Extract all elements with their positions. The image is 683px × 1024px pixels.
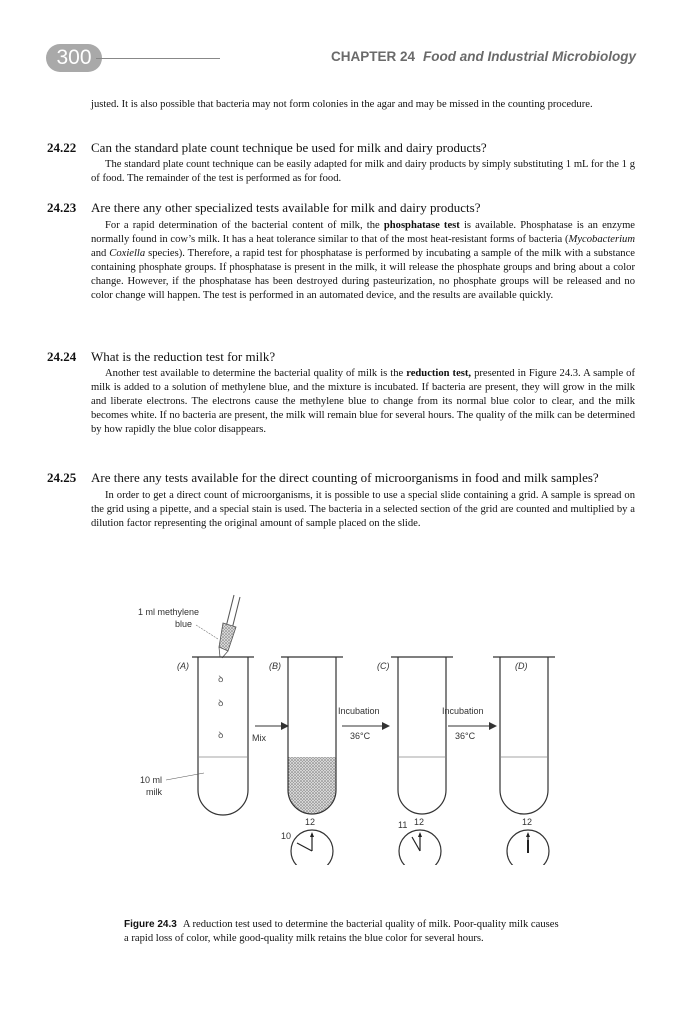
label-milk-line1: 10 ml bbox=[140, 775, 163, 785]
label-methylene-blue-line2: blue bbox=[175, 619, 193, 629]
figure-reduction-test bbox=[0, 585, 683, 865]
pipette-icon bbox=[219, 595, 240, 658]
answer-paragraph: In order to get a direct count of microorganisms, it is possible to use a special slide containing a grid. A sample is spread on the grid using a pipette, and a special stain is used. The bacteria in a selected section of the grid are counted and multiplied by a dilution factor representing the original amount of sample placed on the slide. bbox=[91, 490, 635, 529]
arrow-incubation-2 bbox=[448, 722, 497, 730]
tube-c-label: (C) bbox=[377, 661, 390, 671]
question-text: Are there any other specialized tests available for milk and dairy products? bbox=[91, 200, 481, 215]
clock-icon bbox=[291, 830, 333, 865]
svg-text:ꝺ: ꝺ bbox=[218, 730, 224, 740]
question-text: Are there any tests available for the direct counting of microorganisms in food and milk samples? bbox=[91, 470, 599, 485]
clock2-eleven: 11 bbox=[398, 820, 408, 830]
page-header bbox=[46, 44, 642, 74]
term-reduction-test: reduction test, bbox=[406, 368, 472, 379]
question-text: Can the standard plate count technique be used for milk and dairy products? bbox=[91, 140, 487, 155]
answer-paragraph: Another test available to determine the bacterial quality of milk is the reduction test, presented in Figure 24.3. A sample of milk is added to a solution of methylene blue, and the mixture is incubated. If bacteria are present, they will grow in the milk and liberate electrons. The electrons cause the methylene blue to change from its normal blue color to clear, and the milk becomes white. If no bacteria are present, the milk will remain blue for several hours. The quality of the milk can be determined by how rapidly the blue color disappears. bbox=[91, 368, 635, 435]
continuation-paragraph: justed. It is also possible that bacteria may not form colonies in the agar and may be missed in the counting procedure. bbox=[91, 99, 593, 110]
chapter-title: Food and Industrial Microbiology bbox=[423, 49, 636, 64]
arrow-incubation-1-temp: 36°C bbox=[350, 731, 371, 741]
term-phosphatase-test: phosphatase test bbox=[383, 220, 460, 231]
question-number: 24.24 bbox=[47, 349, 77, 364]
tube-d-label: (D) bbox=[515, 661, 528, 671]
tube-d bbox=[493, 657, 555, 814]
tube-a-label: (A) bbox=[177, 661, 189, 671]
genus-name: Coxiella bbox=[109, 248, 146, 259]
clock-icon bbox=[507, 830, 549, 865]
tube-a bbox=[192, 657, 254, 815]
figure-label: Figure 24.3 bbox=[124, 919, 177, 930]
clock1-twelve: 12 bbox=[305, 817, 316, 827]
tube-b-label: (B) bbox=[269, 661, 281, 671]
figure-caption bbox=[124, 918, 564, 946]
question-number: 24.25 bbox=[47, 470, 77, 485]
chapter-heading bbox=[331, 49, 636, 64]
svg-text:ꝺ: ꝺ bbox=[218, 674, 224, 684]
clock-icon bbox=[399, 830, 441, 865]
arrow-incubation-2-label: Incubation bbox=[442, 706, 484, 716]
question-number: 24.23 bbox=[47, 200, 77, 215]
clock1-ten: 10 bbox=[281, 831, 292, 841]
tube-b bbox=[281, 657, 343, 814]
arrow-mix bbox=[255, 722, 289, 730]
tube-c bbox=[391, 657, 453, 814]
svg-text:ꝺ: ꝺ bbox=[218, 698, 224, 708]
label-methylene-blue-line1: 1 ml methylene bbox=[138, 607, 200, 617]
arrow-incubation-1 bbox=[342, 722, 390, 730]
answer-paragraph: The standard plate count technique can be easily adapted for milk and dairy products by simply substituting 1 mL for the 1 g of food. The remainder of the test is performed as for food. bbox=[91, 159, 635, 184]
chapter-number: CHAPTER 24 bbox=[330, 49, 415, 64]
header-rule bbox=[96, 58, 220, 59]
caption-text: A reduction test used to determine the bacterial quality of milk. Poor-quality milk causes a rapid loss of color, while good-quality milk retains the blue color for several hours. bbox=[124, 919, 559, 944]
genus-name: Mycobacterium bbox=[568, 234, 635, 245]
arrow-incubation-1-label: Incubation bbox=[338, 706, 380, 716]
clock3-twelve: 12 bbox=[522, 817, 533, 827]
answer-paragraph: For a rapid determination of the bacterial content of milk, the phosphatase test is available. Phosphatase is an enzyme normally found in cow’s milk. It has a heat tolerance similar to that of the most heat-resistant forms of bacteria (Mycobacterium and Coxiella species). Therefore, a rapid test for phosphatase is performed by incubating a sample of the milk with a substance containing phosphate groups. If phosphatase is present in the milk, it will release the phosphate groups and bring about a color change. However, if the phosphatase has been destroyed during pasteurization, no phosphate groups will be released and no color change will happen. The test is performed in an automated device, and the results are available quickly. bbox=[91, 220, 636, 301]
clock2-twelve: 12 bbox=[414, 817, 425, 827]
question-number: 24.22 bbox=[47, 140, 77, 155]
arrow-incubation-2-temp: 36°C bbox=[455, 731, 476, 741]
question-text: What is the reduction test for milk? bbox=[91, 349, 276, 364]
page-number: 300 bbox=[46, 44, 102, 72]
label-milk-line2: milk bbox=[146, 787, 162, 797]
arrow-mix-label: Mix bbox=[252, 733, 266, 743]
